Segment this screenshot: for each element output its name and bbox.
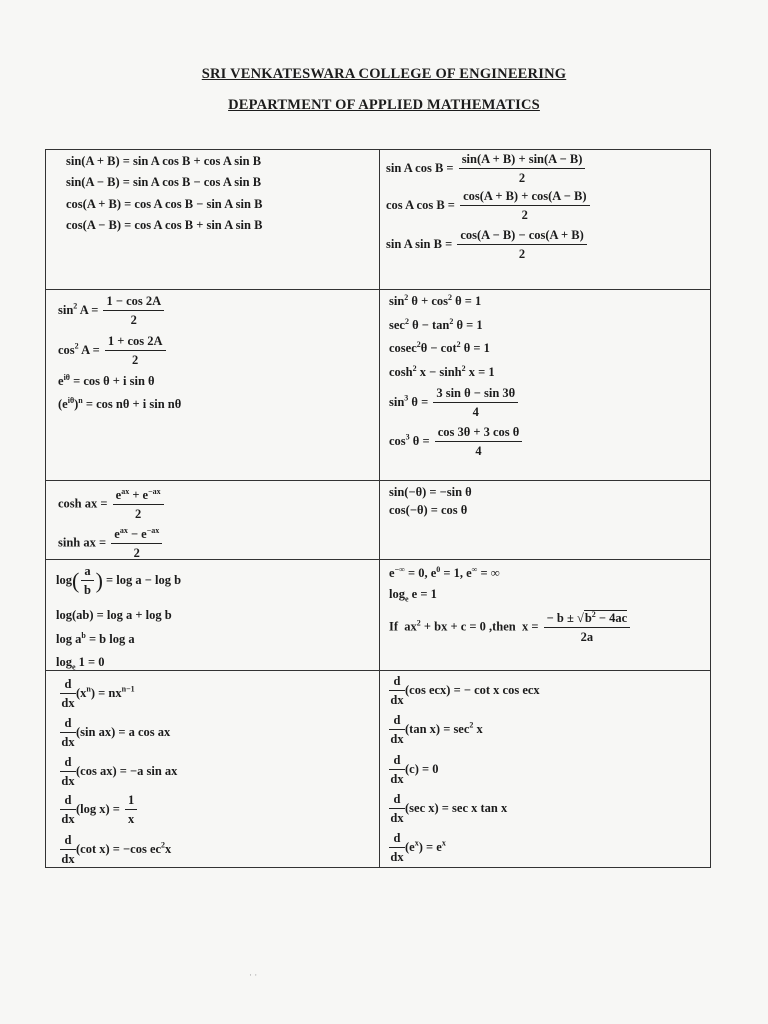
formula-sin-square: $\sin^2 A$ = $\frac{1 - \cos 2A}{2}$ [58, 294, 166, 328]
formula-sinasinb: sin A sin B = $\frac{\cos(A - B) - \cos(A + B)}{2}$ [386, 228, 589, 262]
formula-pythag-3: $cosec^2\theta - \cot^2 \theta = 1$ [389, 340, 490, 356]
college-title: SRI VENKATESWARA COLLEGE OF ENGINEERING [201, 66, 567, 82]
formula-cos-diff: cos(A − B) = cos A cos B + sin A sin B [66, 218, 263, 232]
formula-deriv-tan: $\frac{d}{dx}$ (tan $x) = \sec^2 x$ [390, 713, 483, 746]
formula-deriv-exp: $\frac{d}{dx}$ $(e^x) = e^x$ [390, 831, 446, 864]
formula-deriv-cos: $\frac{d}{dx}$ (cos ax) = −a sin ax [61, 755, 178, 788]
formula-demoivre: $(e^{i\theta})^n = \cos n\theta + i$ sin nθ [58, 396, 182, 412]
formula-table [45, 149, 711, 868]
formula-pythag-1: $\sin^2 \theta + \cos^2 \theta = 1$ [389, 293, 482, 309]
row-divider [46, 480, 710, 481]
formula-deriv-sin: $\frac{d}{dx}$ (sin ax) = a cos ax [61, 716, 171, 749]
formula-sinh: sinh ax = $\frac{e^{ax} - e^{-ax}}{2}$ [58, 526, 164, 561]
formula-sin-sum: sin(A + B) = sin A cos B + cos A sin B [66, 154, 262, 168]
formula-cos-sum: cos(A + B) = cos A cos B − sin A sin B [66, 197, 263, 211]
scan-mark: · · [249, 970, 258, 980]
formula-sin-cube: $\sin^3 \theta$ = $\frac{\text{3 sin θ − sin 3θ}}{4}$ [389, 386, 520, 420]
formula-log-power: $\log a^b = b$ log a [56, 631, 135, 647]
formula-euler: $e^{i\theta} = \cos \theta + i$ sin θ [58, 373, 155, 389]
formula-log-e: $\log_e e = 1$ [389, 587, 437, 604]
formula-deriv-cot: $\frac{d}{dx}$ (cot x) = −cos $ec^2x$ [61, 833, 172, 866]
formula-cos-cube: $\cos^3 \theta$ = $\frac{\text{cos 3θ + 3 cos θ}}{4}$ [389, 425, 524, 459]
formula-deriv-power: $\frac{d}{dx}$ $(x^n) = nx^{n-1}$ [61, 677, 135, 710]
formula-deriv-sec: $\frac{d}{dx}$ (sec x) = sec x tan x [390, 792, 508, 825]
formula-cos-square: $\cos^2 A$ = $\frac{1 + \cos 2A}{2}$ [58, 334, 168, 368]
formula-pythag-2: $\sec^2 \theta - \tan^2 \theta = 1$ [389, 317, 483, 333]
formula-sinacosb: sin A cos B = $\frac{\sin(A + B) + \sin(A - B)}{2}$ [386, 152, 587, 186]
formula-log-quotient: log( $\frac{a}{b}$ ) = log a − log b [56, 564, 182, 597]
column-divider [379, 150, 380, 867]
formula-sin-negative: sin(−θ) = −sin θ [389, 485, 472, 499]
formula-sin-diff: sin(A − B) = sin A cos B − cos A sin B [66, 175, 262, 189]
formula-quadratic: If $ax^2$ + bx + c = 0 ,then x = $\frac{- b \pm √b^2 - 4ac}{2a}$ [389, 610, 632, 645]
formula-exp-limits: e−∞ = 0, $e^0 = 1$, e∞ = ∞ [389, 565, 500, 581]
formula-log-product: log(ab) = log a + log b [56, 608, 172, 622]
formula-hyperbolic-identity: $\cosh^2 x - \sinh^2 x = 1$ [389, 364, 495, 380]
formula-cosh: cosh ax = $\frac{e^{ax} + e^{-ax}}{2}$ [58, 487, 166, 522]
row-divider [46, 289, 710, 290]
formula-log-one: $\log_e 1 = 0$ [56, 655, 105, 672]
formula-cosacosb: cos A cos B = $\frac{\cos(A + B) + \cos(A - B)}{2}$ [386, 189, 592, 223]
formula-cos-negative: cos(−θ) = cos θ [389, 503, 468, 517]
row-divider [46, 670, 710, 671]
formula-deriv-const: $\frac{d}{dx}$ (c) = 0 [390, 753, 439, 786]
formula-deriv-cosec: $\frac{d}{dx}$ (cos ecx) = − cot x cos ecx [390, 674, 540, 707]
formula-deriv-log: $\frac{d}{dx}$ (log x) = $\frac{1}{x}$ [60, 793, 139, 827]
department-title: DEPARTMENT OF APPLIED MATHEMATICS [228, 97, 540, 113]
